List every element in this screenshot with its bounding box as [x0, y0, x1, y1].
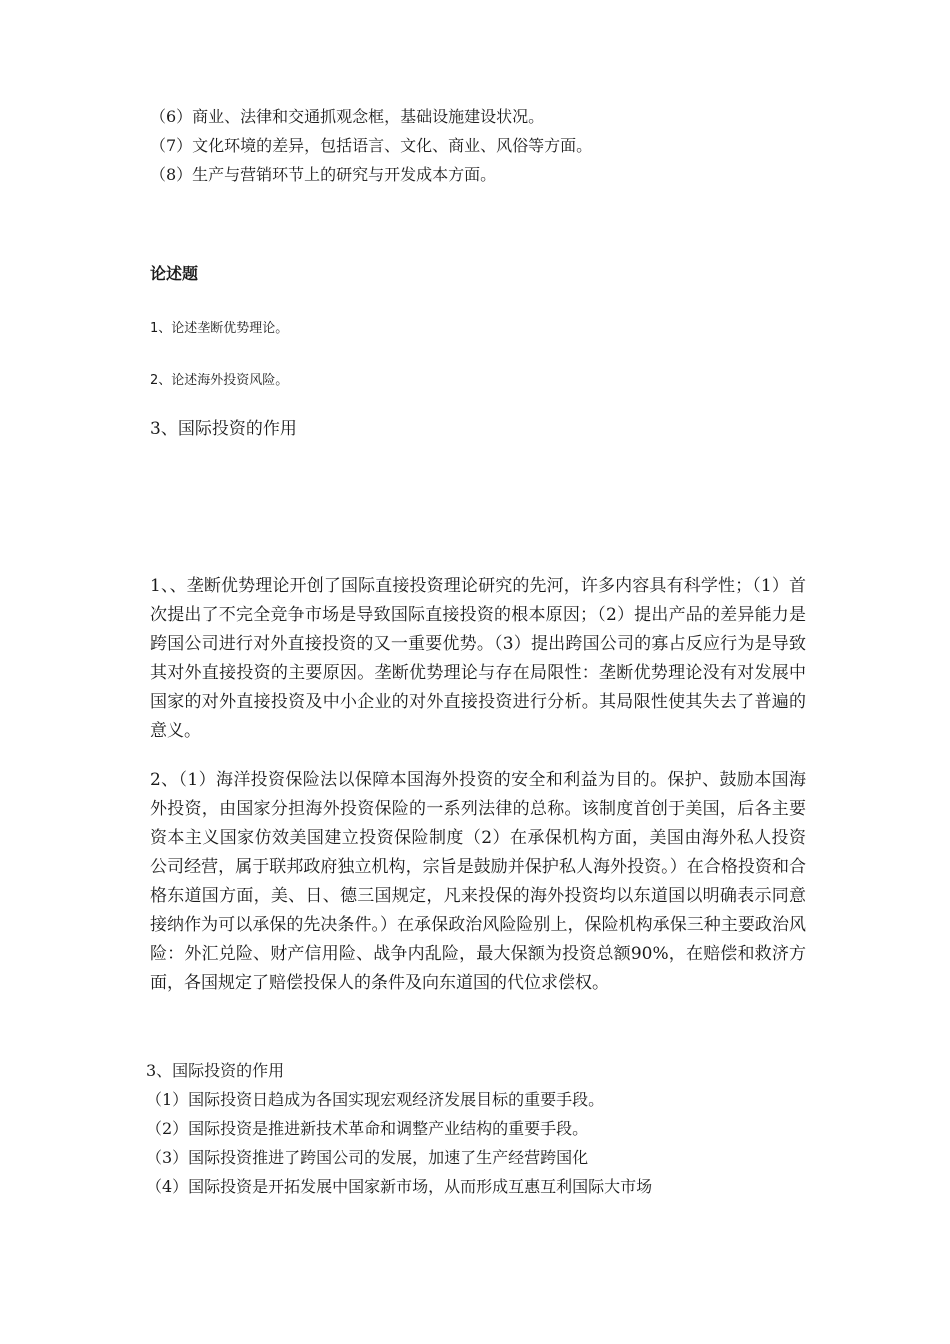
- list-item: （6）商业、法律和交通抓观念框，基础设施建设状况。: [150, 107, 545, 126]
- list-item: （1）国际投资日趋成为各国实现宏观经济发展目标的重要手段。: [146, 1090, 605, 1109]
- answer-3: [146, 1056, 652, 1201]
- answer-paragraph-1: 1、、垄断优势理论开创了国际直接投资理论研究的先河，许多内容具有科学性；（1）首次提出了不完全竞争市场是导致国际直接投资的根本原因；（2）提出产品的差异能力是跨国公司进行对外直接投资的又一重要优势。（3）提出跨国公司的寡占反应行为是导致其对外直接投资的主要原因。垄断优势理论与存在局限性：垄断优势理论没有对发展中国家的对外直接投资及中小企业的对外直接投资进行分析。其局限性使其失去了普遍的意义。: [150, 576, 806, 741]
- answer-3-title: 3、国际投资的作用: [146, 1061, 285, 1080]
- question-2: 2、论述海外投资风险。: [150, 373, 289, 388]
- factor-list: [150, 102, 592, 189]
- question-1: 1、论述垄断优势理论。: [150, 321, 289, 336]
- list-item: （4）国际投资是开拓发展中国家新市场，从而形成互惠互利国际大市场: [146, 1177, 653, 1196]
- question-3: 3、国际投资的作用: [150, 419, 297, 439]
- list-item: （2）国际投资是推进新技术革命和调整产业结构的重要手段。: [146, 1119, 589, 1138]
- list-item: （7）文化环境的差异，包括语言、文化、商业、风俗等方面。: [150, 136, 593, 155]
- list-item: （3）国际投资推进了跨国公司的发展，加速了生产经营跨国化: [146, 1148, 589, 1167]
- section-heading: 论述题: [150, 264, 199, 283]
- answer-paragraph-2: 2、（1）海洋投资保险法以保障本国海外投资的安全和利益为目的。保护、鼓励本国海外投资，由国家分担海外投资保险的一系列法律的总称。该制度首创于美国，后各主要资本主义国家仿效美国建立投资保险制度（2）在承保机构方面，美国由海外私人投资公司经营，属于联邦政府独立机构，宗旨是鼓励并保护私人海外投资。）在合格投资和合格东道国方面，美、日、德三国规定，凡来投保的海外投资均以东道国以明确表示同意接纳作为可以承保的先决条件。）在承保政治风险险别上，保险机构承保三种主要政治风险：外汇兑险、财产信用险、战争内乱险，最大保额为投资总额90%，在赔偿和救济方面，各国规定了赔偿投保人的条件及向东道国的代位求偿权。: [150, 770, 806, 993]
- list-item: （8）生产与营销环节上的研究与开发成本方面。: [150, 165, 497, 184]
